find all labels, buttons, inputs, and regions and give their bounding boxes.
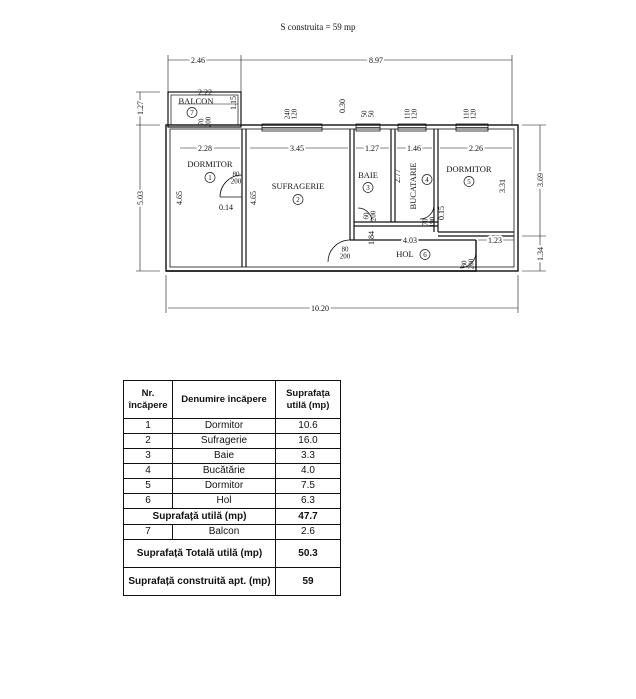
dim-bottom: 10.20 [311,304,329,313]
room-name-balcon: BALCON [178,96,214,106]
dim-kitchen-depth: 2.77 [393,169,402,183]
cell-nr: 4 [124,464,173,479]
cell-nr: 7 [124,525,173,540]
window-2-size: 5050 [360,110,376,118]
room-name-sufragerie: SUFRAGERIE [271,181,325,191]
dim-left-top: 1.27 [136,101,145,115]
dim-small-015: 0.15 [437,206,446,220]
dim-right-bottom: 1.34 [536,247,545,261]
table-row [124,434,341,449]
room-name-bucatarie: BUCATARIE [408,162,418,210]
dim-top-right: 8.97 [369,56,383,65]
room-num-sufragerie: 2 [296,196,300,204]
dim-room1-depth: 4.65 [175,191,184,205]
dim-bath-depth: 1.84 [367,231,376,245]
window-4-size: 110120 [462,108,478,120]
subtotal-label: Suprafață utilă (mp) [124,509,276,525]
col-header-area: Suprafața utilă (mp) [276,381,341,419]
room-num-baie: 3 [366,184,370,192]
room-num-balcon: 7 [190,109,194,117]
door-5-size: 80200 [460,258,476,270]
dim-balcon-width: 2.22 [198,88,212,97]
dim-hol-right: 1.23 [488,236,502,245]
dim-room4-width: 1.46 [407,144,421,153]
subtotal-row [124,509,341,525]
dim-room2-width: 3.45 [290,144,304,153]
cell-name: Dormitor [173,419,276,434]
dim-wall-offset: 0.14 [219,203,233,212]
door-3-size: 70190 [421,216,437,228]
cell-name: Bucătărie [173,464,276,479]
dim-room5-width: 2.26 [469,144,483,153]
balcon-door-size: 70200 [197,116,213,128]
balcon-row [124,525,341,540]
room-num-hol: 6 [423,251,427,259]
dim-wall-top: 0.30 [338,99,347,113]
cell-nr: 5 [124,479,173,494]
cell-nr: 1 [124,419,173,434]
room-num-dormitor-1: 1 [208,174,212,182]
room-labels [179,96,492,260]
table-row [124,449,341,464]
window-3-size: 110120 [403,108,419,120]
room-name-dormitor-1: DORMITOR [187,159,233,169]
cell-name: Balcon [173,525,276,540]
table-row [124,494,341,509]
opening-labels [198,108,478,269]
window-1-size: 240120 [283,108,299,120]
dim-room2-depth: 4.65 [249,191,258,205]
cell-name: Sufragerie [173,434,276,449]
dim-top-left: 2.46 [191,56,205,65]
cell-name: Baie [173,449,276,464]
subtotal-value: 47.7 [276,509,341,525]
floor-plan [0,0,636,340]
room-num-dormitor-5: 5 [467,178,471,186]
room-name-dormitor-5: DORMITOR [446,164,492,174]
room-name-baie: BAIE [358,170,378,180]
table-row [124,464,341,479]
area-table [123,380,341,596]
cell-nr: 3 [124,449,173,464]
dim-right-main: 3.69 [536,173,545,187]
dim-balcon-depth: 1.15 [229,96,238,110]
cell-area: 4.0 [276,464,341,479]
cell-area: 7.5 [276,479,341,494]
cell-area: 6.3 [276,494,341,509]
col-header-nr: Nr. încăpere [124,381,173,419]
cell-nr: 2 [124,434,173,449]
dimension-labels [136,56,545,313]
cell-area: 2.6 [276,525,341,540]
dim-room3-width: 1.27 [365,144,379,153]
room-name-hol: HOL [396,249,414,259]
dim-room5-depth: 3.31 [498,179,507,193]
built-row [124,568,341,596]
door-4-size: 80 200 [339,245,351,261]
table-row [124,479,341,494]
cell-name: Dormitor [173,479,276,494]
cell-area: 16.0 [276,434,341,449]
col-header-name: Denumire încăpere [173,381,276,419]
door-1-size: 80 200 [230,170,242,186]
total-label: Suprafață Totală utilă (mp) [124,540,276,568]
door-2-size: 60200 [362,210,378,222]
dim-left-main: 5.03 [136,191,145,205]
dim-room1-width: 2.28 [198,144,212,153]
cell-name: Hol [173,494,276,509]
floor-area-header: S construita = 59 mp [280,22,356,32]
room-num-bucatarie: 4 [425,176,429,184]
cell-area: 3.3 [276,449,341,464]
dim-hol-width: 4.03 [403,236,417,245]
cell-area: 10.6 [276,419,341,434]
cell-nr: 6 [124,494,173,509]
built-label: Suprafață construită apt. (mp) [124,568,276,596]
table-row [124,419,341,434]
total-row [124,540,341,568]
total-value: 50.3 [276,540,341,568]
built-value: 59 [276,568,341,596]
